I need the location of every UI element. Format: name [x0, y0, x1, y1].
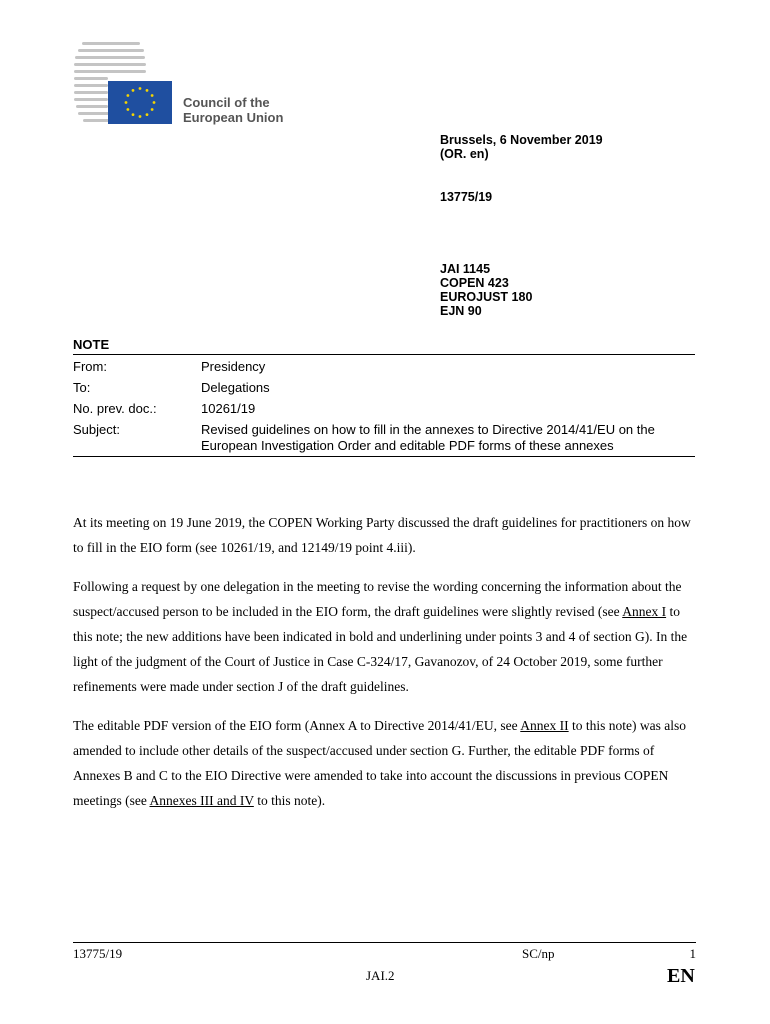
eu-star-icon: [132, 113, 135, 116]
note-value: Delegations: [201, 380, 270, 395]
note-row-to: [73, 375, 695, 396]
eu-star-icon: [126, 94, 129, 97]
council-line-1: Council of the: [183, 95, 270, 110]
eu-star-icon: [153, 101, 156, 104]
note-label: No. prev. doc.:: [73, 401, 157, 416]
original-language: (OR. en): [440, 147, 489, 161]
body-text: The editable PDF version of the EIO form (Annex A to Directive 2014/41/EU, see: [73, 718, 521, 733]
page-number: 1: [689, 946, 696, 961]
eu-star-icon: [126, 108, 129, 111]
footer-initials: SC/np: [522, 946, 555, 961]
note-row-from: [73, 355, 695, 375]
body-paragraph-2: [73, 574, 698, 699]
note-label: Subject:: [73, 422, 120, 437]
body-text: to this note).: [253, 793, 326, 808]
note-label: To:: [73, 380, 91, 395]
document-codes: [440, 262, 532, 318]
code-copen: COPEN 423: [440, 276, 509, 290]
footer-reference: 13775/19: [73, 946, 123, 961]
body-text: to this note) was also amended to include other details of the suspect/accused under section G. Further, the editable PDF forms of Annexes B and C to the EIO Directive were amended to take into account the discussions in previous COPEN meetings (see: [73, 718, 687, 808]
code-eurojust: EUROJUST 180: [440, 290, 533, 304]
body-paragraph-3: [73, 713, 698, 813]
note-row-subject: [73, 417, 695, 456]
eu-star-icon: [151, 94, 154, 97]
annexes-iii-iv-link[interactable]: Annexes III and IV: [149, 793, 254, 808]
eu-star-icon: [151, 108, 154, 111]
annex-i-link[interactable]: Annex I: [622, 604, 667, 619]
council-name: [183, 95, 283, 125]
eu-star-icon: [132, 89, 135, 92]
note-body: [73, 510, 698, 827]
eu-star-icon: [146, 89, 149, 92]
council-line-2: European Union: [183, 110, 284, 125]
eu-star-icon: [146, 113, 149, 116]
note-row-prev-doc: [73, 396, 695, 417]
code-jai: JAI 1145: [440, 262, 491, 276]
note-table: [73, 354, 695, 457]
body-text: to this note; the new additions have been indicated in bold and underlining under points 3 and 4 of section G). In the light of the judgment of the Court of Justice in Case C-324/17, Gavanozov, of 24 October 2019, some further refinements were made under section J of the draft guidelines.: [73, 604, 688, 694]
eu-star-icon: [125, 101, 128, 104]
document-number: 13775/19: [440, 190, 493, 204]
place-date-block: [440, 133, 603, 161]
footer-department: JAI.2: [366, 968, 395, 983]
eu-star-icon: [139, 87, 142, 90]
eu-star-icon: [139, 115, 142, 118]
council-logo-icon: [74, 40, 174, 126]
body-text: Following a request by one delegation in the meeting to revise the wording concerning the information about the suspect/accused person to be included in the EIO form, the draft guidelines were slightly revised (see: [73, 579, 682, 619]
code-ejn: EJN 90: [440, 304, 482, 318]
annex-ii-link[interactable]: Annex II: [520, 718, 569, 733]
note-title: NOTE: [73, 337, 110, 352]
note-value: 10261/19: [201, 401, 256, 416]
note-value: Revised guidelines on how to fill in the annexes to Directive 2014/41/EU on the European Investigation Order and editable PDF forms of these annexes: [201, 422, 655, 453]
note-label: From:: [73, 359, 107, 374]
footer-divider: [73, 942, 696, 943]
language-code: EN: [667, 965, 695, 987]
place-date: Brussels, 6 November 2019: [440, 133, 603, 147]
note-value: Presidency: [201, 359, 266, 374]
body-paragraph-1: At its meeting on 19 June 2019, the COPEN Working Party discussed the draft guidelines for practitioners on how to fill in the EIO form (see 10261/19, and 12149/19 point 4.iii).: [73, 515, 691, 555]
